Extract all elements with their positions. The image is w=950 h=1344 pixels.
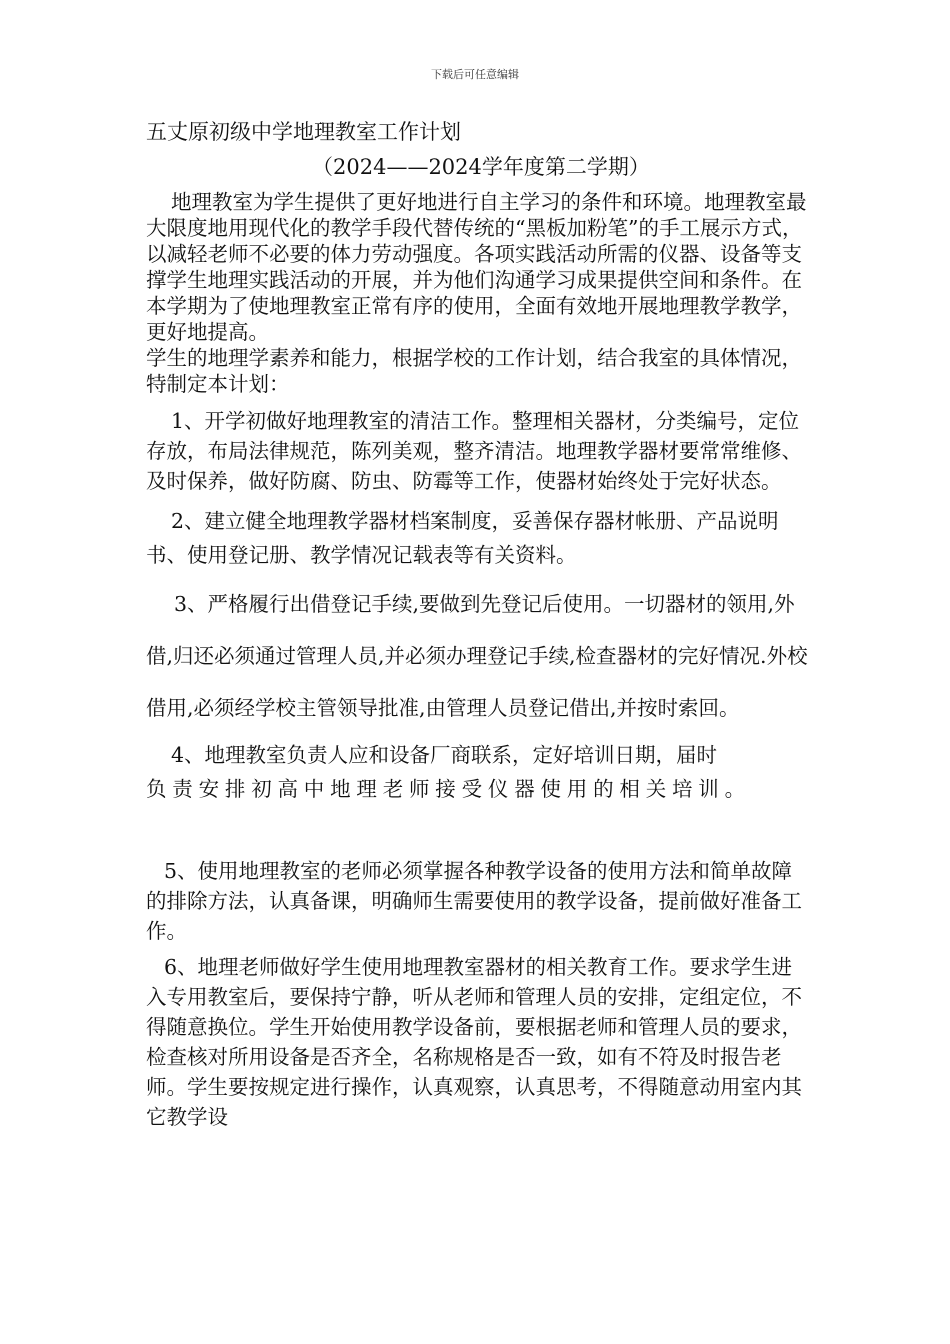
plan-item-2: 2、建立健全地理教学器材档案制度，妥善保存器材帐册、产品说明书、使用登记册、教学情况记载表等有关资料。 (146, 509, 779, 567)
plan-item-3: 3、严格履行出借登记手续,要做到先登记后使用。一切器材的领用,外借,归还必须通过管理人员,并必须办理登记手续,检查器材的完好情况.外校借用,必须经学校主管领导批准,由管理人员登记借出,并按时索回。 (146, 592, 808, 720)
plan-item-6: 6、地理老师做好学生使用地理教室器材的相关教育工作。要求学生进入专用教室后，要保持宁静，听从老师和管理人员的安排，定组定位，不得随意换位。学生开始使用教学设备前，要根据老师和管理人员的要求，检查核对所用设备是否齐全，名称规格是否一致，如有不符及时报告老师。学生要按规定进行操作，认真观察，认真思考，不得随意动用室内其它教学设 (146, 955, 802, 1129)
document-title: 五丈原初级中学地理教室工作计划 (146, 120, 461, 144)
plan-item-4-line-1: 4、地理教室负责人应和设备厂商联系，定好培训日期，届时 (171, 743, 718, 767)
document-subtitle: （2024——2024学年度第二学期） (312, 155, 650, 179)
plan-item-4-line-2: 负责安排初高中地理老师接受仪器使用的相关培训。 (146, 777, 751, 801)
page-header-note: 下载后可任意编辑 (431, 68, 519, 81)
plan-item-1: 1、开学初做好地理教室的清洁工作。整理相关器材，分类编号，定位存放，布局法律规范，陈列美观，整齐清洁。地理教学器材要常常维修、及时保养，做好防腐、防虫、防霉等工作，使器材始终处于完好状态。 (146, 409, 802, 493)
plan-item-4 (146, 738, 810, 806)
intro-paragraph-continued: 学生的地理学素养和能力，根据学校的工作计划，结合我室的具体情况，特制定本计划： (146, 346, 802, 396)
document-body (146, 118, 810, 1132)
plan-item-5: 5、使用地理教室的老师必须掌握各种教学设备的使用方法和简单故障的排除方法，认真备课，明确师生需要使用的教学设备，提前做好准备工作。 (146, 859, 802, 943)
intro-paragraph: 地理教室为学生提供了更好地进行自主学习的条件和环境。地理教室最大限度地用现代化的教学手段代替传统的“黑板加粉笔”的手工展示方式，以减轻老师不必要的体力劳动强度。各项实践活动所需的仪器、设备等支撑学生地理实践活动的开展，并为他们沟通学习成果提供空间和条件。在本学期为了使地理教室正常有序的使用，全面有效地开展地理教学教学，更好地提高。 (146, 190, 807, 344)
